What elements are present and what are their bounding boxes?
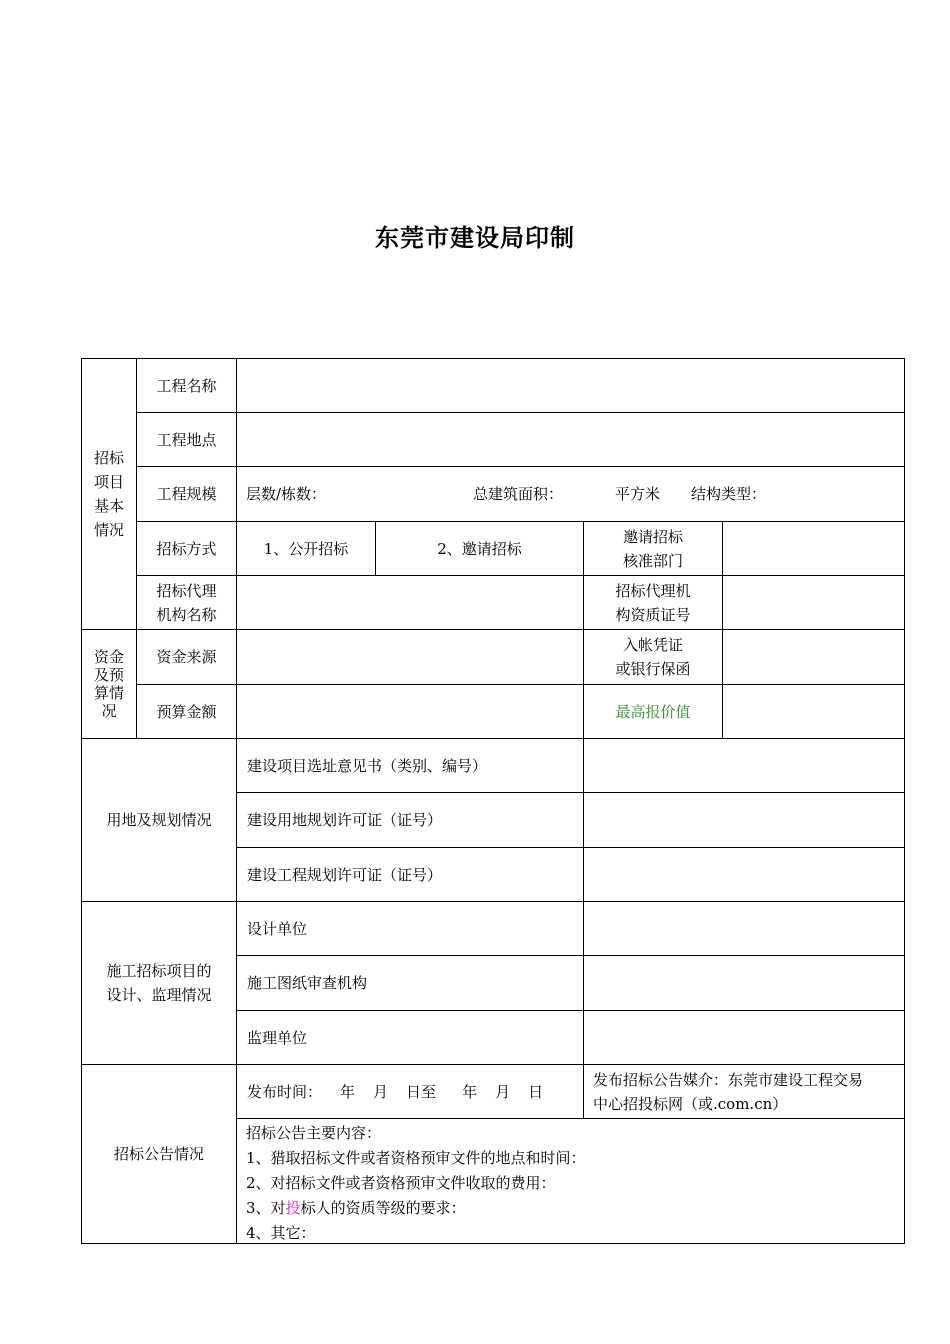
notice-item-1: 1、猎取招标文件或者资格预审文件的地点和时间： <box>246 1149 586 1167</box>
publish-time-row[interactable]: 发布时间： 年 月 日至 年 月 日 <box>236 1064 584 1119</box>
agency-cert-label: 招标代理机 构资质证号 <box>583 575 723 630</box>
supervision-unit-label: 监理单位 <box>236 1010 584 1065</box>
land-use-permit-field[interactable] <box>583 792 905 848</box>
page-title: 东莞市建设局印制 <box>375 224 575 252</box>
invite-approval-dept-label: 邀请招标 核准部门 <box>583 521 723 576</box>
budget-amount-field[interactable] <box>236 684 584 739</box>
scale-area-label: 总建筑面积： <box>473 485 564 503</box>
invite-approval-dept-field[interactable] <box>722 521 905 576</box>
method-open-option[interactable]: 1、公开招标 <box>236 521 376 576</box>
notice-section: 招标公告情况 <box>81 1064 237 1244</box>
fund-source-label: 资金来源 <box>136 629 237 685</box>
project-name-label: 工程名称 <box>136 358 237 413</box>
notice-item-4: 4、其它： <box>246 1224 316 1242</box>
project-scale-field[interactable] <box>236 466 905 522</box>
max-price-label: 最高报价值 <box>583 684 723 739</box>
budget-amount-label: 预算金额 <box>136 684 237 739</box>
construction-permit-label: 建设工程规划许可证（证号） <box>236 847 584 902</box>
design-supervision-section: 施工招标项目的 设计、监理情况 <box>81 901 237 1065</box>
land-planning-section: 用地及规划情况 <box>81 738 237 902</box>
design-unit-label: 设计单位 <box>236 901 584 956</box>
project-name-field[interactable] <box>236 358 905 413</box>
project-scale-label: 工程规模 <box>136 466 237 522</box>
design-unit-field[interactable] <box>583 901 905 956</box>
method-invite-option[interactable]: 2、邀请招标 <box>375 521 584 576</box>
project-location-label: 工程地点 <box>136 412 237 467</box>
project-location-field[interactable] <box>236 412 905 467</box>
section-fund-budget: 资金 及预 算情 况 <box>81 629 137 739</box>
agency-cert-field[interactable] <box>722 575 905 630</box>
agency-name-field[interactable] <box>236 575 584 630</box>
fund-proof-label: 入帐凭证 或银行保函 <box>583 629 723 685</box>
max-price-field[interactable] <box>722 684 905 739</box>
scale-floors-label: 层数/栋数： <box>246 485 327 503</box>
section-basic-info: 招标 项目 基本 情况 <box>81 358 137 630</box>
notice-item-2: 2、对招标文件或者资格预审文件收取的费用： <box>246 1174 556 1192</box>
site-opinion-field[interactable] <box>583 738 905 793</box>
supervision-unit-field[interactable] <box>583 1010 905 1065</box>
publish-media-cell: 发布招标公告媒介：东莞市建设工程交易 中心招投标网（或.com.cn） <box>583 1064 905 1119</box>
highlight-char: 投 <box>285 1199 301 1217</box>
agency-name-label: 招标代理 机构名称 <box>136 575 237 630</box>
notice-heading: 招标公告主要内容： <box>246 1124 382 1142</box>
publish-time-label: 发布时间： <box>247 1082 323 1101</box>
site-opinion-label: 建设项目选址意见书（类别、编号） <box>236 738 584 793</box>
notice-content[interactable] <box>236 1118 905 1244</box>
drawing-review-label: 施工图纸审查机构 <box>236 955 584 1011</box>
notice-item-3: 3、对投标人的资质等级的要求： <box>246 1199 466 1217</box>
scale-structure-label: 结构类型： <box>691 485 767 503</box>
fund-proof-field[interactable] <box>722 629 905 685</box>
construction-permit-field[interactable] <box>583 847 905 902</box>
tender-method-label: 招标方式 <box>136 521 237 576</box>
drawing-review-field[interactable] <box>583 955 905 1011</box>
land-use-permit-label: 建设用地规划许可证（证号） <box>236 792 584 848</box>
fund-source-field[interactable] <box>236 629 584 685</box>
scale-unit-label: 平方米 <box>615 485 661 503</box>
